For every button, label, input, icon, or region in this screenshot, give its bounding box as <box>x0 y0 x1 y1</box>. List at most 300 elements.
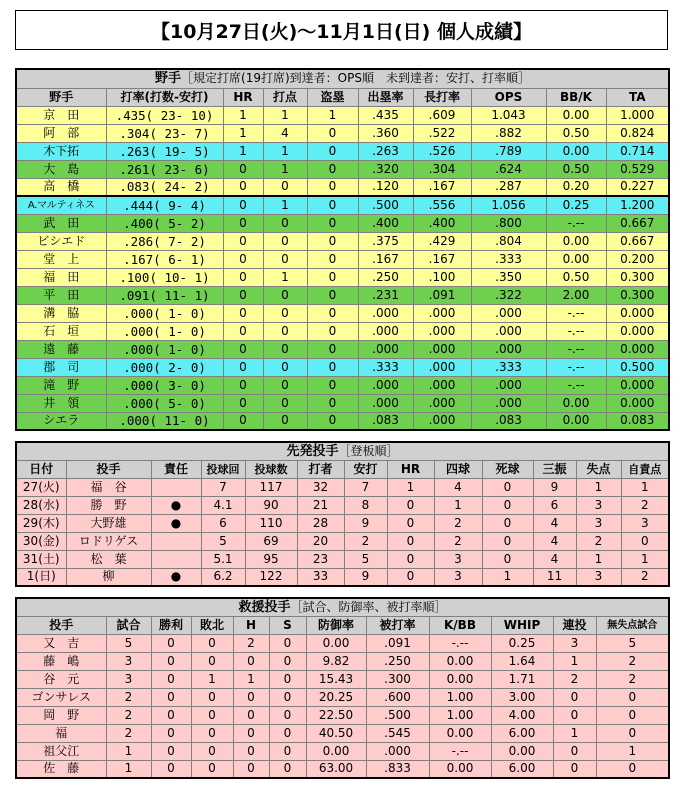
ops-cell: .083 <box>471 412 546 430</box>
strikeouts-cell: 4 <box>533 514 576 532</box>
strikeouts-cell: 11 <box>533 568 576 586</box>
decision-cell <box>151 478 201 496</box>
pitcher-name-cell: 藤 嶋 <box>16 652 106 670</box>
batter-row <box>16 250 669 268</box>
batter-section-title <box>16 69 669 88</box>
batter-row <box>16 394 669 412</box>
decision-cell <box>151 550 201 568</box>
player-name-cell: 溝 脇 <box>16 304 106 322</box>
era-cell: 15.43 <box>306 670 366 688</box>
pitcher-name-cell: 佐 藤 <box>16 760 106 778</box>
hbp-cell: 0 <box>482 532 533 550</box>
era-cell: 0.00 <box>306 742 366 760</box>
scoreless-games-cell: 2 <box>596 670 669 688</box>
reliever-row <box>16 724 669 742</box>
ta-cell: 0.500 <box>606 358 669 376</box>
rbi-cell: 1 <box>263 196 307 214</box>
player-name-cell: 遠 藤 <box>16 340 106 358</box>
era-cell: 20.25 <box>306 688 366 706</box>
innings-cell: 4.1 <box>201 496 245 514</box>
bb-k-cell: 0.00 <box>546 106 606 124</box>
player-name-cell: 石 垣 <box>16 322 106 340</box>
bb-k-cell: -.-- <box>546 358 606 376</box>
walks-cell: 2 <box>434 532 482 550</box>
wins-cell: 0 <box>151 688 191 706</box>
obp-cell: .250 <box>358 268 413 286</box>
slg-cell: .526 <box>413 142 471 160</box>
saves-cell: 0 <box>269 742 306 760</box>
runs-cell: 3 <box>576 496 621 514</box>
obp-cell: .375 <box>358 232 413 250</box>
obp-cell: .000 <box>358 322 413 340</box>
ta-cell: 0.000 <box>606 340 669 358</box>
batting-avg-cell: .263( 19- 5) <box>106 142 223 160</box>
pitch-count-cell: 69 <box>245 532 297 550</box>
player-name-cell: 京 田 <box>16 106 106 124</box>
ops-cell: 1.043 <box>471 106 546 124</box>
k-bb-cell: 0.00 <box>429 670 491 688</box>
rbi-cell: 1 <box>263 106 307 124</box>
k-bb-cell: -.-- <box>429 634 491 652</box>
rbi-cell: 1 <box>263 142 307 160</box>
hr-cell: 1 <box>223 142 263 160</box>
holds-cell: 0 <box>233 724 269 742</box>
batting-avg-cell: .444( 9- 4) <box>106 196 223 214</box>
batting-avg-cell: .304( 23- 7) <box>106 124 223 142</box>
hr-cell: 0 <box>387 496 434 514</box>
starter-section-header <box>16 442 669 460</box>
ta-cell: 0.300 <box>606 268 669 286</box>
ta-cell: 0.227 <box>606 178 669 196</box>
column-header-sb: 盗塁 <box>307 88 358 106</box>
hr-cell: 0 <box>387 568 434 586</box>
slg-cell: .000 <box>413 340 471 358</box>
runs-cell: 2 <box>576 532 621 550</box>
earned-runs-cell: 1 <box>621 550 669 568</box>
player-name-cell: 福 田 <box>16 268 106 286</box>
ta-cell: 1.000 <box>606 106 669 124</box>
innings-cell: 6.2 <box>201 568 245 586</box>
ta-cell: 0.300 <box>606 286 669 304</box>
player-name-cell: 大 島 <box>16 160 106 178</box>
player-name-cell: 堂 上 <box>16 250 106 268</box>
column-header-decision: 責任 <box>151 460 201 478</box>
ta-cell: 0.000 <box>606 376 669 394</box>
saves-cell: 0 <box>269 688 306 706</box>
bb-k-cell: -.-- <box>546 304 606 322</box>
bb-k-cell: 0.50 <box>546 268 606 286</box>
slg-cell: .000 <box>413 412 471 430</box>
batter-row <box>16 214 669 232</box>
reliever-row <box>16 688 669 706</box>
stolen-bases-cell: 0 <box>307 196 358 214</box>
bb-k-cell: 0.50 <box>546 160 606 178</box>
reliever-section-title <box>16 598 669 616</box>
obp-cell: .320 <box>358 160 413 178</box>
batter-row <box>16 142 669 160</box>
pitcher-name-cell: 勝 野 <box>66 496 151 514</box>
hits-cell: 9 <box>344 568 387 586</box>
ops-cell: .789 <box>471 142 546 160</box>
rbi-cell: 0 <box>263 304 307 322</box>
ta-cell: 0.667 <box>606 232 669 250</box>
batter-rows <box>16 106 669 430</box>
slg-cell: .609 <box>413 106 471 124</box>
stolen-bases-cell: 1 <box>307 106 358 124</box>
batter-row <box>16 232 669 250</box>
column-header-obp: 出塁率 <box>358 88 413 106</box>
starter-row <box>16 514 669 532</box>
batter-row <box>16 106 669 124</box>
innings-cell: 7 <box>201 478 245 496</box>
scoreless-games-cell: 0 <box>596 688 669 706</box>
walks-cell: 1 <box>434 496 482 514</box>
scoreless-games-cell: 2 <box>596 652 669 670</box>
player-name-cell: 阿 部 <box>16 124 106 142</box>
hits-cell: 9 <box>344 514 387 532</box>
stolen-bases-cell: 0 <box>307 340 358 358</box>
ops-cell: 1.056 <box>471 196 546 214</box>
hbp-cell: 0 <box>482 514 533 532</box>
column-header-pitches: 投球数 <box>245 460 297 478</box>
wins-cell: 0 <box>151 652 191 670</box>
player-name-cell: ビシエド <box>16 232 106 250</box>
k-bb-cell: 0.00 <box>429 652 491 670</box>
rbi-cell: 0 <box>263 412 307 430</box>
consecutive-cell: 0 <box>553 706 596 724</box>
ops-cell: .350 <box>471 268 546 286</box>
pitch-count-cell: 122 <box>245 568 297 586</box>
pitcher-name-cell: 福 <box>16 724 106 742</box>
hits-cell: 7 <box>344 478 387 496</box>
column-header-hr: HR <box>387 460 434 478</box>
column-header-runs: 失点 <box>576 460 621 478</box>
hr-cell: 0 <box>223 394 263 412</box>
batter-row <box>16 322 669 340</box>
bb-k-cell: 0.00 <box>546 232 606 250</box>
pitch-count-cell: 117 <box>245 478 297 496</box>
column-header-bb-k: BB/K <box>546 88 606 106</box>
column-header-consecutive: 連投 <box>553 616 596 634</box>
hits-cell: 8 <box>344 496 387 514</box>
holds-cell: 0 <box>233 688 269 706</box>
batting-avg-cell: .000( 2- 0) <box>106 358 223 376</box>
column-header-walks: 四球 <box>434 460 482 478</box>
losses-cell: 0 <box>191 760 233 778</box>
whip-cell: 1.64 <box>491 652 553 670</box>
stolen-bases-cell: 0 <box>307 286 358 304</box>
decision-cell <box>151 532 201 550</box>
stolen-bases-cell: 0 <box>307 268 358 286</box>
hr-cell: 0 <box>223 268 263 286</box>
column-header-player: 野手 <box>16 88 106 106</box>
saves-cell: 0 <box>269 724 306 742</box>
obp-cell: .000 <box>358 376 413 394</box>
slg-cell: .522 <box>413 124 471 142</box>
pitcher-name-cell: 又 吉 <box>16 634 106 652</box>
wins-cell: 0 <box>151 760 191 778</box>
hr-cell: 0 <box>223 322 263 340</box>
hbp-cell: 0 <box>482 478 533 496</box>
hr-cell: 0 <box>223 178 263 196</box>
column-header-rbi: 打点 <box>263 88 307 106</box>
game-date-cell: 31(土) <box>16 550 66 568</box>
batters-faced-cell: 32 <box>297 478 344 496</box>
slg-cell: .556 <box>413 196 471 214</box>
obp-cell: .000 <box>358 394 413 412</box>
column-header-innings: 投球回 <box>201 460 245 478</box>
starter-section-note: ［登板順］ <box>338 443 399 458</box>
obp-cell: .333 <box>358 358 413 376</box>
stolen-bases-cell: 0 <box>307 322 358 340</box>
game-date-cell: 28(水) <box>16 496 66 514</box>
wins-cell: 0 <box>151 724 191 742</box>
earned-runs-cell: 1 <box>621 478 669 496</box>
column-header-scoreless-games: 無失点試合 <box>596 616 669 634</box>
ops-cell: .287 <box>471 178 546 196</box>
era-cell: 22.50 <box>306 706 366 724</box>
games-cell: 2 <box>106 724 151 742</box>
player-name-cell: A.マルティネス <box>16 196 106 214</box>
whip-cell: 6.00 <box>491 724 553 742</box>
ta-cell: 0.000 <box>606 322 669 340</box>
reliever-row <box>16 634 669 652</box>
slg-cell: .100 <box>413 268 471 286</box>
player-name-cell: 平 田 <box>16 286 106 304</box>
ops-cell: .333 <box>471 250 546 268</box>
starter-row <box>16 568 669 586</box>
strikeouts-cell: 4 <box>533 550 576 568</box>
column-header-opp-avg: 被打率 <box>366 616 429 634</box>
obp-cell: .263 <box>358 142 413 160</box>
ops-cell: .624 <box>471 160 546 178</box>
era-cell: 9.82 <box>306 652 366 670</box>
player-name-cell: シエラ <box>16 412 106 430</box>
pitcher-name-cell: 大野雄 <box>66 514 151 532</box>
ops-cell: .000 <box>471 340 546 358</box>
obp-cell: .360 <box>358 124 413 142</box>
batting-avg-cell: .286( 7- 2) <box>106 232 223 250</box>
saves-cell: 0 <box>269 634 306 652</box>
game-date-cell: 27(火) <box>16 478 66 496</box>
decision-cell: ● <box>151 514 201 532</box>
hr-cell: 0 <box>223 160 263 178</box>
losses-cell: 0 <box>191 688 233 706</box>
era-cell: 63.00 <box>306 760 366 778</box>
bb-k-cell: 0.00 <box>546 250 606 268</box>
wins-cell: 0 <box>151 706 191 724</box>
saves-cell: 0 <box>269 760 306 778</box>
losses-cell: 0 <box>191 742 233 760</box>
consecutive-cell: 2 <box>553 670 596 688</box>
column-header-pitcher: 投手 <box>16 616 106 634</box>
reliever-row <box>16 760 669 778</box>
ops-cell: .333 <box>471 358 546 376</box>
rbi-cell: 0 <box>263 394 307 412</box>
strikeouts-cell: 6 <box>533 496 576 514</box>
walks-cell: 3 <box>434 568 482 586</box>
pitch-count-cell: 110 <box>245 514 297 532</box>
games-cell: 1 <box>106 742 151 760</box>
column-header-slg: 長打率 <box>413 88 471 106</box>
rbi-cell: 0 <box>263 358 307 376</box>
player-name-cell: 武 田 <box>16 214 106 232</box>
batter-column-headers <box>16 88 669 106</box>
column-header-losses: 敗北 <box>191 616 233 634</box>
bb-k-cell: -.-- <box>546 214 606 232</box>
scoreless-games-cell: 0 <box>596 706 669 724</box>
batter-row <box>16 304 669 322</box>
batting-avg-cell: .435( 23- 10) <box>106 106 223 124</box>
bb-k-cell: -.-- <box>546 376 606 394</box>
column-header-pitcher: 投手 <box>66 460 151 478</box>
bb-k-cell: 0.00 <box>546 142 606 160</box>
slg-cell: .167 <box>413 178 471 196</box>
slg-cell: .400 <box>413 214 471 232</box>
hr-cell: 0 <box>223 358 263 376</box>
opp-avg-cell: .000 <box>366 742 429 760</box>
column-header-strikeouts: 三振 <box>533 460 576 478</box>
runs-cell: 1 <box>576 550 621 568</box>
wins-cell: 0 <box>151 634 191 652</box>
batter-section-label: 野手 <box>155 71 182 87</box>
consecutive-cell: 0 <box>553 742 596 760</box>
batting-avg-cell: .100( 10- 1) <box>106 268 223 286</box>
holds-cell: 0 <box>233 706 269 724</box>
ops-cell: .000 <box>471 322 546 340</box>
walks-cell: 2 <box>434 514 482 532</box>
column-header-holds: H <box>233 616 269 634</box>
batter-row <box>16 124 669 142</box>
hr-cell: 0 <box>223 340 263 358</box>
earned-runs-cell: 2 <box>621 496 669 514</box>
walks-cell: 3 <box>434 550 482 568</box>
hits-cell: 2 <box>344 532 387 550</box>
slg-cell: .000 <box>413 394 471 412</box>
batter-row <box>16 340 669 358</box>
starter-section-title <box>16 442 669 460</box>
column-header-whip: WHIP <box>491 616 553 634</box>
ops-cell: .882 <box>471 124 546 142</box>
ops-cell: .322 <box>471 286 546 304</box>
stolen-bases-cell: 0 <box>307 412 358 430</box>
holds-cell: 2 <box>233 634 269 652</box>
batting-avg-cell: .167( 6- 1) <box>106 250 223 268</box>
pitcher-name-cell: 岡 野 <box>16 706 106 724</box>
hbp-cell: 1 <box>482 568 533 586</box>
holds-cell: 1 <box>233 670 269 688</box>
player-name-cell: 井 領 <box>16 394 106 412</box>
pitcher-name-cell: 柳 <box>66 568 151 586</box>
saves-cell: 0 <box>269 670 306 688</box>
walks-cell: 4 <box>434 478 482 496</box>
starter-row <box>16 532 669 550</box>
player-name-cell: 郡 司 <box>16 358 106 376</box>
era-cell: 0.00 <box>306 634 366 652</box>
reliever-row <box>16 742 669 760</box>
hits-cell: 5 <box>344 550 387 568</box>
stolen-bases-cell: 0 <box>307 394 358 412</box>
ta-cell: 0.529 <box>606 160 669 178</box>
starter-column-headers <box>16 460 669 478</box>
consecutive-cell: 0 <box>553 688 596 706</box>
reliever-column-headers <box>16 616 669 634</box>
column-header-era: 防御率 <box>306 616 366 634</box>
starter-stats-table <box>15 441 670 587</box>
rbi-cell: 0 <box>263 178 307 196</box>
runs-cell: 3 <box>576 514 621 532</box>
starter-row <box>16 550 669 568</box>
opp-avg-cell: .833 <box>366 760 429 778</box>
stolen-bases-cell: 0 <box>307 250 358 268</box>
stolen-bases-cell: 0 <box>307 124 358 142</box>
ta-cell: 1.200 <box>606 196 669 214</box>
opp-avg-cell: .600 <box>366 688 429 706</box>
rbi-cell: 0 <box>263 214 307 232</box>
pitcher-name-cell: ロドリゲス <box>66 532 151 550</box>
opp-avg-cell: .250 <box>366 652 429 670</box>
era-cell: 40.50 <box>306 724 366 742</box>
pitcher-name-cell: ゴンサレス <box>16 688 106 706</box>
batters-faced-cell: 28 <box>297 514 344 532</box>
whip-cell: 1.71 <box>491 670 553 688</box>
scoreless-games-cell: 5 <box>596 634 669 652</box>
whip-cell: 6.00 <box>491 760 553 778</box>
saves-cell: 0 <box>269 706 306 724</box>
rbi-cell: 0 <box>263 376 307 394</box>
slg-cell: .000 <box>413 304 471 322</box>
stolen-bases-cell: 0 <box>307 160 358 178</box>
column-header-hbp: 死球 <box>482 460 533 478</box>
rbi-cell: 4 <box>263 124 307 142</box>
whip-cell: 3.00 <box>491 688 553 706</box>
games-cell: 2 <box>106 706 151 724</box>
slg-cell: .000 <box>413 376 471 394</box>
hr-cell: 0 <box>387 532 434 550</box>
decision-cell: ● <box>151 568 201 586</box>
batting-avg-cell: .091( 11- 1) <box>106 286 223 304</box>
column-header-ops: OPS <box>471 88 546 106</box>
pitch-count-cell: 90 <box>245 496 297 514</box>
pitch-count-cell: 95 <box>245 550 297 568</box>
rbi-cell: 1 <box>263 268 307 286</box>
scoreless-games-cell: 0 <box>596 760 669 778</box>
column-header-batters-faced: 打者 <box>297 460 344 478</box>
bb-k-cell: 0.20 <box>546 178 606 196</box>
column-header-ta: TA <box>606 88 669 106</box>
bb-k-cell: 0.50 <box>546 124 606 142</box>
batter-row <box>16 196 669 214</box>
column-header-hits: 安打 <box>344 460 387 478</box>
slg-cell: .304 <box>413 160 471 178</box>
hr-cell: 1 <box>223 106 263 124</box>
games-cell: 5 <box>106 634 151 652</box>
slg-cell: .000 <box>413 322 471 340</box>
bb-k-cell: -.-- <box>546 340 606 358</box>
batting-avg-cell: .400( 5- 2) <box>106 214 223 232</box>
rbi-cell: 0 <box>263 250 307 268</box>
player-name-cell: 滝 野 <box>16 376 106 394</box>
k-bb-cell: -.-- <box>429 742 491 760</box>
obp-cell: .167 <box>358 250 413 268</box>
column-header-games: 試合 <box>106 616 151 634</box>
ops-cell: .804 <box>471 232 546 250</box>
losses-cell: 0 <box>191 652 233 670</box>
earned-runs-cell: 2 <box>621 568 669 586</box>
opp-avg-cell: .500 <box>366 706 429 724</box>
stolen-bases-cell: 0 <box>307 304 358 322</box>
batter-row <box>16 178 669 196</box>
